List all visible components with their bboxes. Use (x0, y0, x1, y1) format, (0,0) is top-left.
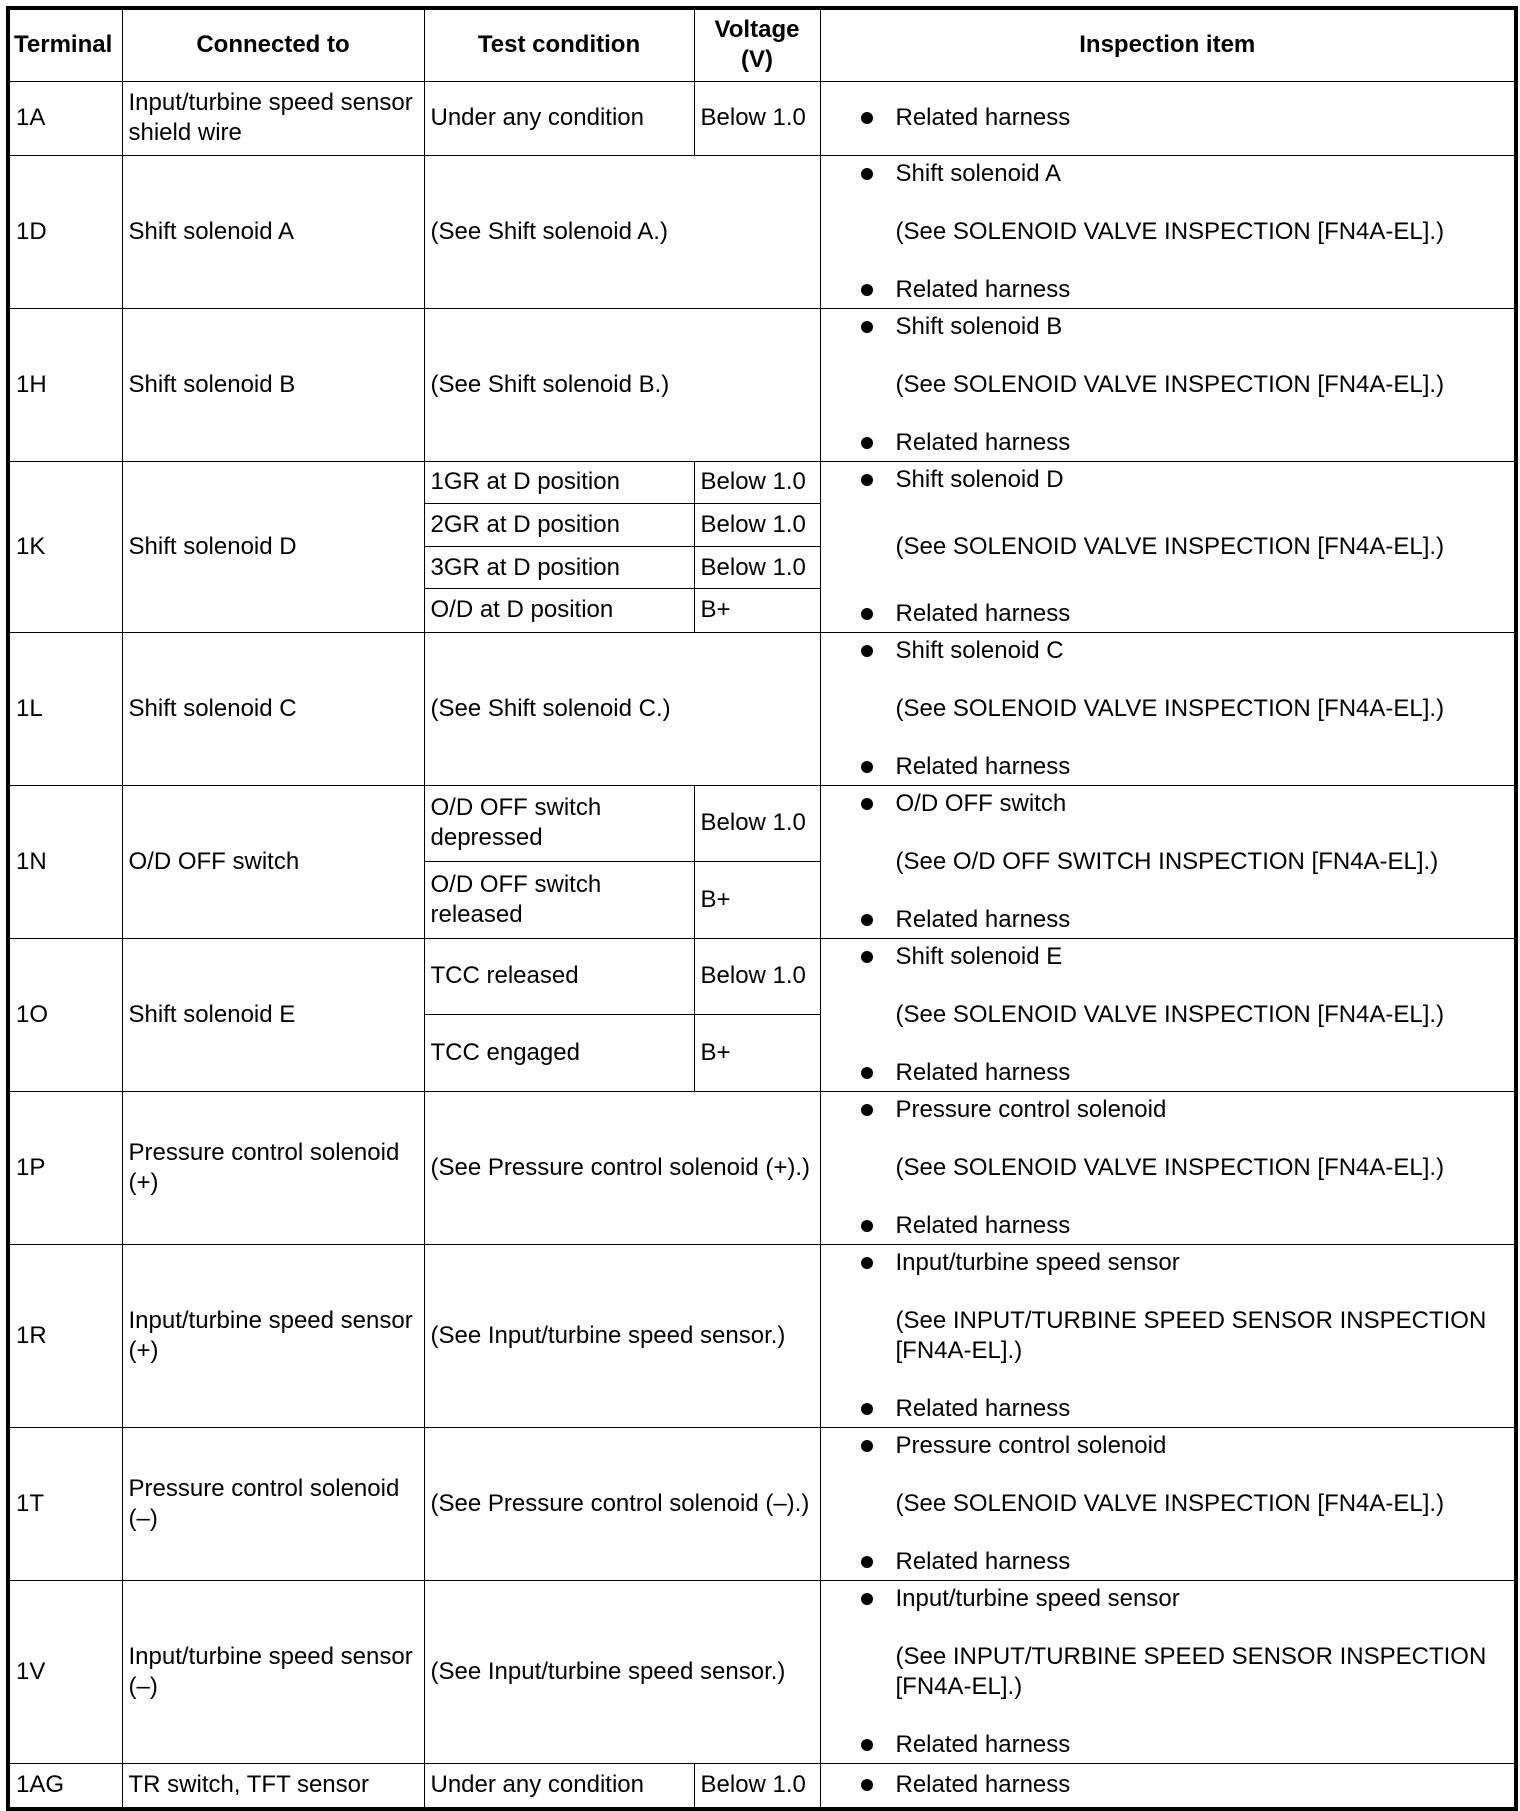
table-row (8, 938, 1516, 1015)
header-voltage: Voltage (V) (694, 8, 820, 81)
connected-to-cell: Shift solenoid B (122, 308, 424, 461)
bullet-icon (861, 437, 873, 449)
inspection-item-cell (820, 81, 1516, 155)
test-condition-cell: Under any condition (424, 81, 694, 155)
inspection-bullet-item (861, 1770, 1515, 1800)
bullet-icon (861, 1440, 873, 1452)
inspection-item-text: Related harness (895, 905, 1071, 933)
connected-to-cell: Pressure control solenoid (–) (122, 1427, 424, 1580)
test-condition-cell: Under any condition (424, 1763, 694, 1809)
terminal-cell: 1T (8, 1427, 122, 1580)
inspection-item-cell (820, 1427, 1516, 1580)
inspection-item-text: Shift solenoid C (895, 636, 1064, 664)
bullet-icon (861, 168, 873, 180)
inspection-item-text: Related harness (895, 104, 1071, 131)
bullet-icon (861, 951, 873, 963)
inspection-list (821, 309, 1515, 461)
inspection-bullet-item (861, 1394, 1515, 1424)
test-condition-cell: TCC released (424, 938, 694, 1015)
table-row (8, 1763, 1516, 1809)
inspection-reference: (See O/D OFF SWITCH INSPECTION [FN4A-EL].) (895, 847, 1439, 875)
inspection-bullet-item (861, 159, 1515, 189)
header-terminal: Terminal (8, 8, 122, 81)
inspection-list (821, 633, 1515, 785)
inspection-item-text: Input/turbine speed sensor (895, 1248, 1180, 1276)
inspection-item-cell (820, 1763, 1516, 1809)
test-condition-cell: TCC engaged (424, 1015, 694, 1092)
connected-to-cell: Input/turbine speed sensor (–) (122, 1580, 424, 1763)
connected-to-cell: TR switch, TFT sensor (122, 1763, 424, 1809)
inspection-item-text: Related harness (895, 1771, 1071, 1798)
inspection-item-cell (820, 1091, 1516, 1244)
inspection-reference: (See SOLENOID VALVE INSPECTION [FN4A-EL].) (895, 1000, 1445, 1028)
terminal-cell: 1V (8, 1580, 122, 1763)
bullet-icon (861, 914, 873, 926)
bullet-icon (861, 474, 873, 486)
inspection-item-text: Related harness (895, 1211, 1071, 1239)
inspection-item-text: Pressure control solenoid (895, 1095, 1167, 1123)
test-condition-cell: (See Input/turbine speed sensor.) (424, 1580, 820, 1763)
voltage-cell: Below 1.0 (694, 938, 820, 1015)
inspection-bullet-item (861, 1095, 1515, 1125)
terminal-cell: 1P (8, 1091, 122, 1244)
terminal-cell: 1H (8, 308, 122, 461)
bullet-icon (861, 112, 873, 124)
inspection-bullet-item (861, 789, 1515, 819)
inspection-item-text: Pressure control solenoid (895, 1431, 1167, 1459)
voltage-cell: Below 1.0 (694, 546, 820, 588)
table-row (8, 81, 1516, 155)
inspection-reference: (See INPUT/TURBINE SPEED SENSOR INSPECTION [FN4A-EL].) (895, 1306, 1487, 1364)
connected-to-cell: Pressure control solenoid (+) (122, 1091, 424, 1244)
inspection-item-cell (820, 938, 1516, 1091)
inspection-bullet-item (861, 103, 1515, 133)
table-row (8, 785, 1516, 862)
bullet-icon (861, 1067, 873, 1079)
bullet-icon (861, 1779, 873, 1791)
voltage-cell: Below 1.0 (694, 1763, 820, 1809)
terminal-cell: 1R (8, 1244, 122, 1427)
inspection-bullet-item (861, 942, 1515, 972)
terminal-voltage-table (6, 6, 1518, 1811)
terminal-cell: 1A (8, 81, 122, 155)
bullet-icon (861, 645, 873, 657)
inspection-bullet-item (861, 1211, 1515, 1241)
bullet-icon (861, 284, 873, 296)
inspection-item-text: Related harness (895, 275, 1071, 303)
inspection-item-text: Related harness (895, 1730, 1071, 1758)
table-row (8, 308, 1516, 461)
inspection-reference: (See SOLENOID VALVE INSPECTION [FN4A-EL].) (895, 694, 1445, 722)
inspection-item-text: Input/turbine speed sensor (895, 1584, 1180, 1612)
test-condition-cell: (See Input/turbine speed sensor.) (424, 1244, 820, 1427)
inspection-list (821, 1764, 1515, 1807)
bullet-icon (861, 798, 873, 810)
connected-to-cell: Shift solenoid E (122, 938, 424, 1091)
test-condition-cell: (See Pressure control solenoid (–).) (424, 1427, 820, 1580)
inspection-reference: (See SOLENOID VALVE INSPECTION [FN4A-EL].) (895, 217, 1445, 245)
voltage-cell: Below 1.0 (694, 81, 820, 155)
bullet-icon (861, 1257, 873, 1269)
inspection-item-cell (820, 1580, 1516, 1763)
terminal-cell: 1AG (8, 1763, 122, 1809)
inspection-item-cell (820, 461, 1516, 632)
voltage-cell: Below 1.0 (694, 785, 820, 862)
connected-to-cell: Shift solenoid A (122, 155, 424, 308)
connected-to-cell: Shift solenoid C (122, 632, 424, 785)
inspection-item-text: Related harness (895, 1547, 1071, 1575)
inspection-item-cell (820, 308, 1516, 461)
test-condition-cell: (See Shift solenoid A.) (424, 155, 820, 308)
inspection-item-cell (820, 785, 1516, 938)
inspection-bullet-item (861, 312, 1515, 342)
inspection-list (821, 1245, 1515, 1427)
inspection-item-text: Shift solenoid A (895, 159, 1061, 187)
inspection-bullet-item (861, 1248, 1515, 1278)
inspection-bullet-item (861, 1584, 1515, 1614)
voltage-cell: B+ (694, 589, 820, 632)
voltage-cell: B+ (694, 1015, 820, 1092)
connected-to-cell: O/D OFF switch (122, 785, 424, 938)
inspection-bullet-item (861, 275, 1515, 305)
test-condition-cell: (See Shift solenoid C.) (424, 632, 820, 785)
table-row (8, 155, 1516, 308)
bullet-icon (861, 1104, 873, 1116)
inspection-bullet-item (861, 752, 1515, 782)
voltage-cell: Below 1.0 (694, 461, 820, 503)
inspection-list (821, 786, 1515, 938)
table-row (8, 461, 1516, 503)
test-condition-cell: 3GR at D position (424, 546, 694, 588)
terminal-cell: 1D (8, 155, 122, 308)
inspection-bullet-item (861, 465, 1515, 495)
table-header-row (8, 8, 1516, 81)
inspection-item-text: Related harness (895, 599, 1071, 627)
inspection-bullet-item (861, 1058, 1515, 1088)
inspection-list (821, 462, 1515, 632)
test-condition-cell: (See Pressure control solenoid (+).) (424, 1091, 820, 1244)
inspection-bullet-item (861, 599, 1515, 629)
bullet-icon (861, 1220, 873, 1232)
inspection-reference: (See SOLENOID VALVE INSPECTION [FN4A-EL].) (895, 532, 1445, 560)
bullet-icon (861, 1403, 873, 1415)
inspection-item-text: Related harness (895, 1058, 1071, 1086)
inspection-list (821, 156, 1515, 308)
table-row (8, 1091, 1516, 1244)
test-condition-cell: 2GR at D position (424, 503, 694, 546)
inspection-list (821, 82, 1515, 155)
inspection-item-cell (820, 632, 1516, 785)
inspection-item-cell (820, 155, 1516, 308)
test-condition-cell: 1GR at D position (424, 461, 694, 503)
inspection-bullet-item (861, 1730, 1515, 1760)
inspection-bullet-item (861, 428, 1515, 458)
inspection-reference: (See INPUT/TURBINE SPEED SENSOR INSPECTION [FN4A-EL].) (895, 1642, 1487, 1700)
bullet-icon (861, 1556, 873, 1568)
header-connected-to: Connected to (122, 8, 424, 81)
inspection-list (821, 1581, 1515, 1763)
connected-to-cell: Shift solenoid D (122, 461, 424, 632)
test-condition-cell: O/D at D position (424, 589, 694, 632)
inspection-item-text: Related harness (895, 1394, 1071, 1422)
table-row (8, 632, 1516, 785)
table-row (8, 1427, 1516, 1580)
connected-to-cell: Input/turbine speed sensor (+) (122, 1244, 424, 1427)
inspection-reference: (See SOLENOID VALVE INSPECTION [FN4A-EL].) (895, 370, 1445, 398)
inspection-item-text: Related harness (895, 752, 1071, 780)
voltage-cell: B+ (694, 862, 820, 939)
bullet-icon (861, 608, 873, 620)
inspection-bullet-item (861, 636, 1515, 666)
bullet-icon (861, 1739, 873, 1751)
inspection-item-text: Related harness (895, 428, 1071, 456)
table-row (8, 1244, 1516, 1427)
table-row (8, 1580, 1516, 1763)
bullet-icon (861, 1593, 873, 1605)
inspection-reference: (See SOLENOID VALVE INSPECTION [FN4A-EL].) (895, 1153, 1445, 1181)
test-condition-cell: O/D OFF switch depressed (424, 785, 694, 862)
inspection-list (821, 1428, 1515, 1580)
terminal-cell: 1O (8, 938, 122, 1091)
terminal-cell: 1K (8, 461, 122, 632)
inspection-bullet-item (861, 1547, 1515, 1577)
test-condition-cell: O/D OFF switch released (424, 862, 694, 939)
connected-to-cell: Input/turbine speed sensor shield wire (122, 81, 424, 155)
inspection-reference: (See SOLENOID VALVE INSPECTION [FN4A-EL].) (895, 1489, 1445, 1517)
test-condition-cell: (See Shift solenoid B.) (424, 308, 820, 461)
inspection-bullet-item (861, 905, 1515, 935)
inspection-list (821, 1092, 1515, 1244)
inspection-item-text: Shift solenoid B (895, 312, 1063, 340)
inspection-item-text: Shift solenoid D (895, 465, 1064, 493)
terminal-cell: 1N (8, 785, 122, 938)
inspection-list (821, 939, 1515, 1091)
inspection-item-text: Shift solenoid E (895, 942, 1063, 970)
inspection-item-cell (820, 1244, 1516, 1427)
bullet-icon (861, 321, 873, 333)
header-inspection-item: Inspection item (820, 8, 1516, 81)
voltage-cell: Below 1.0 (694, 503, 820, 546)
inspection-bullet-item (861, 1431, 1515, 1461)
header-test-condition: Test condition (424, 8, 694, 81)
bullet-icon (861, 761, 873, 773)
terminal-cell: 1L (8, 632, 122, 785)
inspection-item-text: O/D OFF switch (895, 789, 1067, 817)
